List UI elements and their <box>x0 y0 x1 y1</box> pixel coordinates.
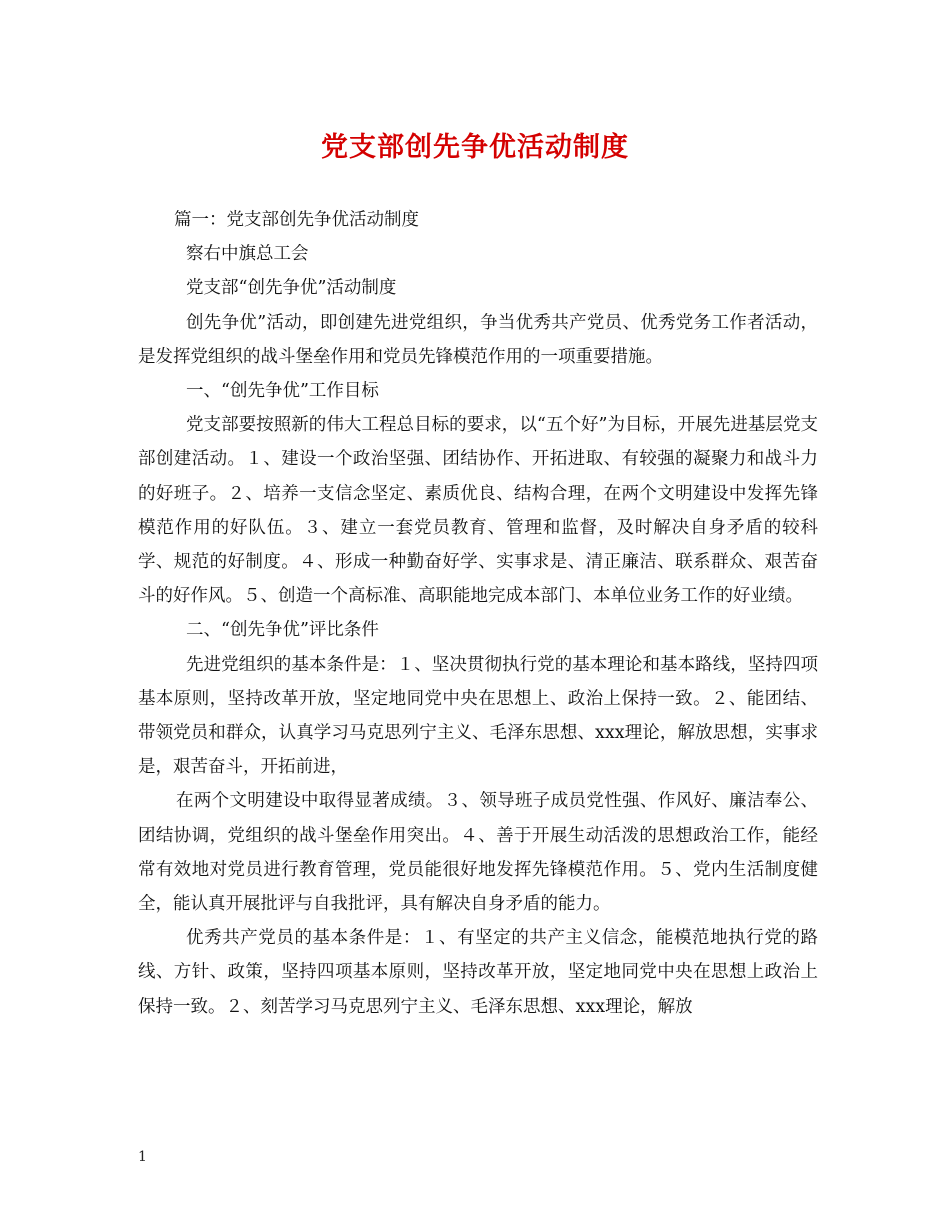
section-heading-goals: 一、“创先争优”工作目标 <box>186 381 379 402</box>
body-paragraph: 优秀共产党员的基本条件是：１、有坚定的共产主义信念，能模范地执行党的路线、方针、政策，坚持四项基本原则，坚持改革开放，坚定地同党中央在思想上政治上保持一致。２、刻苦学习马克思列宁主义、毛泽东思想、xxx理论，解放 <box>138 928 818 1017</box>
document-title: 党支部创先争优活动制度 <box>321 132 629 163</box>
organization-name: 察右中旗总工会 <box>186 244 309 265</box>
section-heading-part1: 篇一：党支部创先争优活动制度 <box>174 210 419 230</box>
subtitle: 党支部“创先争优”活动制度 <box>186 278 397 299</box>
body-paragraph: 先进党组织的基本条件是：１、坚决贯彻执行党的基本理论和基本路线，坚持四项基本原则，坚持改革开放，坚定地同党中央在思想上、政治上保持一致。２、能团结、带领党员和群众，认真学习马克思列宁主义、毛泽东思想、xxx理论，解放思想，实事求是，艰苦奋斗，开拓前进， <box>138 654 818 778</box>
body-paragraph: 党支部要按照新的伟大工程总目标的要求，以“五个好”为目标，开展先进基层党支部创建活动。１、建设一个政治坚强、团结协作、开拓进取、有较强的凝聚力和战斗力的好班子。２、培养一支信念坚定、素质优良、结构合理，在两个文明建设中发挥先锋模范作用的好队伍。３、建立一套党员教育、管理和监督，及时解决自身矛盾的较科学、规范的好制度。４、形成一种勤奋好学、实事求是、清正廉洁、联系群众、艰苦奋斗的好作风。５、创造一个高标准、高职能地完成本部门、本单位业务工作的好业绩。 <box>138 415 818 607</box>
document-body <box>138 203 818 1024</box>
section-heading-criteria: 二、“创先争优”评比条件 <box>186 620 379 641</box>
body-paragraph: 创先争优”活动，即创建先进党组织，争当优秀共产党员、优秀党务工作者活动，是发挥党组织的战斗堡垒作用和党员先锋模范作用的一项重要措施。 <box>138 312 818 367</box>
page-number: 1 <box>138 1149 147 1165</box>
body-paragraph: 在两个文明建设中取得显著成绩。３、领导班子成员党性强、作风好、廉洁奉公、团结协调，党组织的战斗堡垒作用突出。４、善于开展生动活泼的思想政治工作，能经常有效地对党员进行教育管理，党员能很好地发挥先锋模范作用。５、党内生活制度健全，能认真开展批评与自我批评，具有解决自身矛盾的能力。 <box>138 791 818 915</box>
